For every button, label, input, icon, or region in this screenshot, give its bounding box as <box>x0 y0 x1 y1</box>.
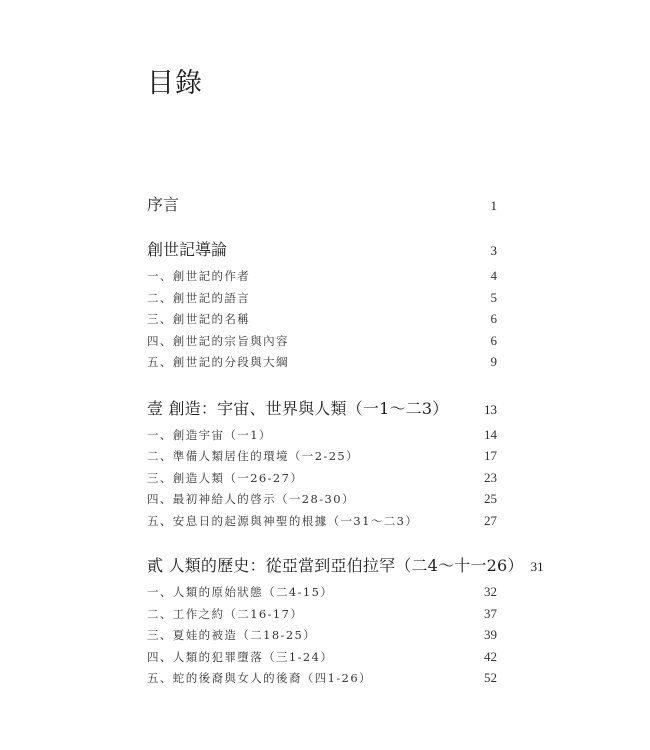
toc-subentry[interactable] <box>147 445 497 467</box>
toc-subentry-label: 四、創世記的宗旨與內容 <box>147 333 289 348</box>
toc-section-part2 <box>147 551 544 689</box>
toc-subentry-page: 17 <box>484 448 497 463</box>
toc-subentry[interactable] <box>147 488 497 510</box>
toc-subentry-label: 二、準備人類居住的環境（一2-25） <box>147 449 360 463</box>
toc-entry-part1[interactable] <box>147 394 497 424</box>
toc-subentry[interactable] <box>147 308 497 330</box>
toc-subentry-label: 二、工作之約（二16-17） <box>147 606 304 621</box>
toc-subentry-label: 三、創造人類（一26-27） <box>147 470 304 485</box>
toc-subentry-label: 一、創世記的作者 <box>147 269 251 283</box>
toc-subentry[interactable] <box>147 646 497 668</box>
toc-subentry-label: 三、創世記的名稱 <box>147 312 251 326</box>
toc-entry-label: 壹 創造：宇宙、世界與人類（一1～二3） <box>147 398 449 418</box>
toc-subentry-page: 42 <box>484 648 497 664</box>
toc-subentry-page: 5 <box>490 289 497 305</box>
toc-subentry-page: 25 <box>484 491 497 506</box>
toc-entry-intro[interactable] <box>147 235 497 265</box>
page-title: 目錄 <box>147 68 203 99</box>
toc-subentry-page: 6 <box>490 311 497 326</box>
toc-entry-part2[interactable] <box>147 551 544 581</box>
toc-subentry[interactable] <box>147 467 497 489</box>
toc-entry-label: 創世記導論 <box>147 240 228 259</box>
toc-section-intro <box>147 235 497 373</box>
toc-subentry-label: 一、創造宇宙（一1） <box>147 427 272 442</box>
toc-section-preface <box>147 190 497 220</box>
toc-subentry-page: 23 <box>484 469 497 485</box>
toc-subentry[interactable] <box>147 581 497 603</box>
toc-subentry[interactable] <box>147 351 497 373</box>
toc-entry-page: 3 <box>490 243 497 258</box>
toc-entry-page: 1 <box>490 198 497 213</box>
toc-entry-page: 13 <box>484 401 497 417</box>
toc-entry-label: 序言 <box>147 195 180 214</box>
toc-subentry-page: 14 <box>484 426 497 442</box>
toc-subentry[interactable] <box>147 265 497 287</box>
table-of-contents <box>147 190 544 689</box>
toc-subentry[interactable] <box>147 510 497 532</box>
toc-subentry-page: 9 <box>490 354 497 369</box>
toc-subentry[interactable] <box>147 603 497 625</box>
toc-subentry[interactable] <box>147 330 497 352</box>
toc-subentry[interactable] <box>147 667 497 689</box>
toc-subentry-page: 37 <box>484 605 497 621</box>
toc-subentry-label: 四、人類的犯罪墮落（三1-24） <box>147 649 334 664</box>
toc-subentry[interactable] <box>147 624 497 646</box>
toc-entry-label: 貳 人類的歷史：從亞當到亞伯拉罕（二4～十一26） <box>147 556 524 575</box>
toc-subentry[interactable] <box>147 424 497 446</box>
toc-subentry-label: 五、安息日的起源與神聖的根據（一31～二3） <box>147 513 419 528</box>
toc-subentry-label: 二、創世記的語言 <box>147 290 251 305</box>
toc-subentry-label: 五、創世記的分段與大綱 <box>147 355 289 369</box>
toc-subentry[interactable] <box>147 287 497 309</box>
toc-entry-page: 31 <box>530 559 544 574</box>
toc-subentry-page: 39 <box>484 627 497 642</box>
toc-subentry-page: 32 <box>484 584 497 599</box>
toc-subentry-label: 一、人類的原始狀態（二4-15） <box>147 585 334 599</box>
toc-subentry-page: 52 <box>484 670 497 685</box>
toc-subentry-page: 4 <box>490 268 497 283</box>
toc-entry-preface[interactable] <box>147 190 497 220</box>
toc-section-part1 <box>147 394 497 532</box>
toc-subentry-label: 五、蛇的後裔與女人的後裔（四1-26） <box>147 671 372 685</box>
toc-subentry-label: 三、夏娃的被造（二18-25） <box>147 628 317 642</box>
toc-subentry-label: 四、最初神給人的啓示（一28-30） <box>147 492 355 506</box>
toc-subentry-page: 27 <box>484 512 497 528</box>
toc-subentry-page: 6 <box>490 332 497 348</box>
